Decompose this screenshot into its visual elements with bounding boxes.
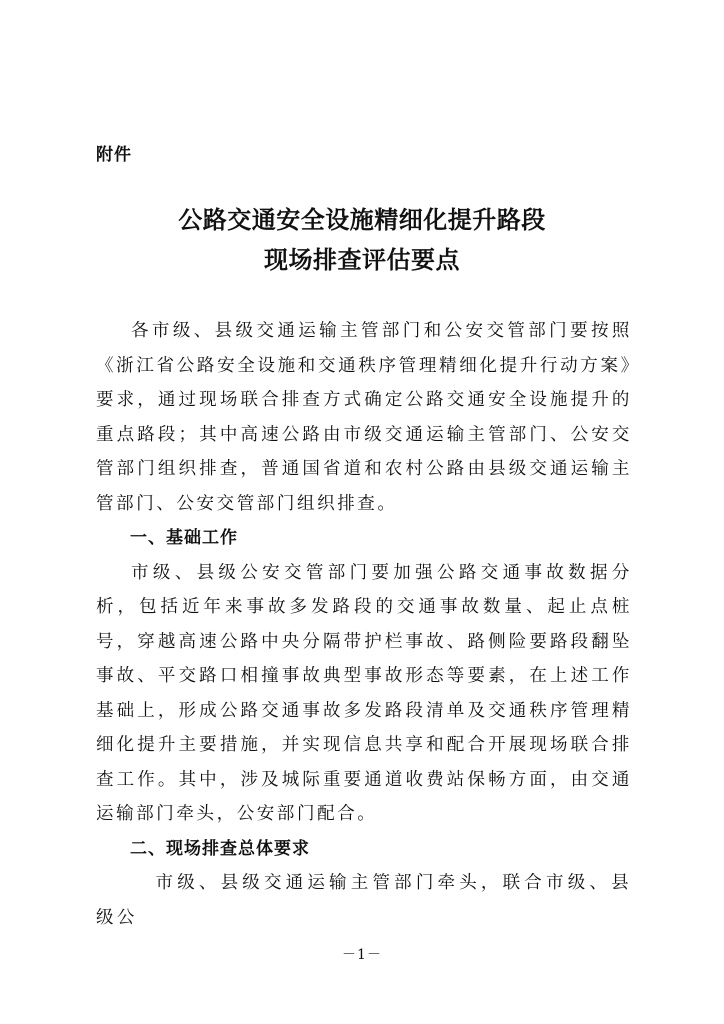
paragraph-intro: 各市级、县级交通运输主管部门和公安交管部门要按照《浙江省公路安全设施和交通秩序管理精细化提升行动方案》要求，通过现场联合排查方式确定公路交通安全设施提升的重点路段；其中高速公路由市级交通运输主管部门、公安交管部门组织排查，普通国省道和农村公路由县级交通运输主管部门、公安交管部门组织排查。 <box>96 321 632 514</box>
document-body <box>96 314 632 935</box>
attachment-label: 附件 <box>96 145 132 165</box>
document-title-line-1: 公路交通安全设施精细化提升路段 <box>178 206 546 234</box>
paragraph-general-requirements: 市级、县级交通运输主管部门牵头，联合市级、县级公 <box>96 873 632 928</box>
section-heading-basic-work: 一、基础工作 <box>130 528 238 548</box>
page-number: －1－ <box>342 947 382 963</box>
paragraph-basic-work: 市级、县级公安交管部门要加强公路交通事故数据分析，包括近年来事故多发路段的交通事故数量、起止点桩号，穿越高速公路中央分隔带护栏事故、路侧险要路段翻坠事故、平交路口相撞事故典型事故形态等要素，在上述工作基础上，形成公路交通事故多发路段清单及交通秩序管理精细化提升主要措施，并实现信息共享和配合开展现场联合排查工作。其中，涉及城际重要通道收费站保畅方面，由交通运输部门牵头，公安部门配合。 <box>96 562 632 824</box>
document-title-line-2: 现场排查评估要点 <box>264 246 460 274</box>
section-heading-general-requirements: 二、现场排查总体要求 <box>130 838 310 859</box>
